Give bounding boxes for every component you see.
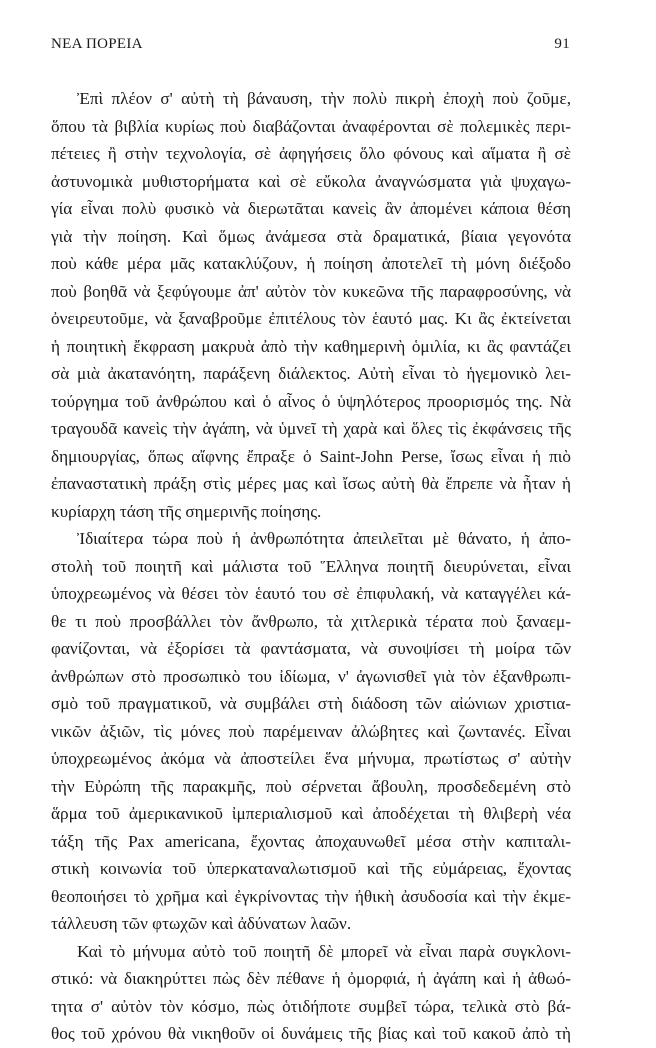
running-title: ΝΕΑ ΠΟΡΕΙΑ — [51, 36, 143, 52]
text-line: ἀνθρώπων στὸ προσωπικὸ του ἰδίωμα, ν' ἀγωνισθεῖ γιὰ τὸν ἐξανθρωπι- — [51, 666, 571, 686]
text-line: ὑποχρεωμένος ἀκόμα νὰ ἀποστείλει ἕνα μήνυμα, πρωτίστως σ' αὐτὴν — [51, 749, 571, 768]
text-line: τητα σ' αὐτὸν τὸν κόσμο, πὼς ὁτιδήποτε συμβεῖ τώρα, τελικὰ στὸ βά- — [51, 996, 571, 1016]
text-line: στικὴ κοινωνία τοῦ ὑπερκαταναλωτισμοῦ καὶ τῆς εὐμάρειας, ἔχοντας — [51, 859, 571, 878]
paragraph — [51, 938, 571, 1048]
text-line: ἀστυνομικὰ μυθιστορήματα καὶ σὲ εὔκολα ἀναγνώσματα γιὰ ψυχαγω- — [51, 171, 571, 191]
text-line: στολὴ τοῦ ποιητῆ καὶ μάλιστα τοῦ Ἕλληνα ποιητῆ διευρύνεται, εἶναι — [51, 556, 571, 576]
text-line: τραγουδᾶ κανεὶς τὴν ἀγάπη, νὰ ὑμνεῖ τὴ χαρὰ καὶ ὅλες τὶς ἐκφάνσεις τῆς — [51, 419, 571, 438]
text-line: τὴν Εὐρώπη τῆς παρακμῆς, ποὺ σέρνεται ἄβουλη, προσδεδεμένη στὸ — [51, 776, 571, 796]
text-line: φανίζονται, νὰ ἐξορίσει τὰ φαντάσματα, νὰ συνοψίσει τὴ μοίρα τῶν — [51, 639, 571, 658]
text-line: θος τοῦ χρόνου θὰ νικηθοῦν οἱ δυνάμεις τῆς βίας καὶ τοῦ κακοῦ ἀπὸ τὴ — [51, 1024, 571, 1043]
text-line: ποὺ βοηθᾶ νὰ ξεφύγουμε ἀπ' αὐτὸν τὸν κυκεῶνα τῆς παραφροσύνης, νὰ — [51, 281, 571, 301]
text-line: ποὺ κάθε μέρα μᾶς κατακλύζουν, ἡ ποίηση ἀποτελεῖ τὴ μόνη διέξοδο — [51, 254, 571, 273]
text-line: ἅρμα τοῦ ἀμερικανικοῦ ἰμπεριαλισμοῦ καὶ ἀποδέχεται τὴ θλιβερὴ νέα — [51, 804, 571, 823]
text-line: ὀνειρευτοῦμε, νὰ ξαναβροῦμε ἐπιτέλους τὸν ἑαυτό μας. Κι ἂς ἐκτείνεται — [51, 309, 571, 328]
text-line: θεοποιήσει τὸ χρῆμα καὶ ἐγκρίνοντας τὴν ἠθικὴ ἀσυδοσία καὶ τὴν ἐκμε- — [51, 886, 571, 906]
page-header — [51, 36, 570, 53]
text-line: δημιουργίας, ὅπως αἴφνης ἔπραξε ὁ Saint-John Perse, ἴσως εἶναι ἡ πιὸ — [51, 446, 571, 466]
text-line: τάλλευση τῶν φτωχῶν καὶ ἀδύνατων λαῶν. — [51, 914, 352, 933]
text-line: Καὶ τὸ μήνυμα αὐτὸ τοῦ ποιητῆ δὲ μπορεῖ νὰ εἶναι παρὰ συγκλονι- — [77, 941, 571, 961]
text-line: Ἰδιαίτερα τώρα ποὺ ἡ ἀνθρωπότητα ἀπειλεῖται μὲ θάνατο, ἡ ἀπο- — [77, 529, 571, 548]
text-line: Ἐπὶ πλέον σ' αὐτὴ τὴ βάναυση, τὴν πολὺ πικρὴ ἐποχὴ ποὺ ζοῦμε, — [77, 89, 571, 108]
text-line: σμὸ τοῦ πραγματικοῦ, νὰ συμβάλει στὴ διάδοση τῶν αἰώνιων χριστια- — [51, 694, 571, 713]
text-line: σὰ μιὰ ἀκατανόητη, παράξενη διάλεκτος. Αὐτὴ εἶναι τὸ ἡγεμονικὸ λει- — [51, 364, 571, 383]
text-line: πέτειες ἢ στὴν τεχνολογία, σὲ ἀφηγήσεις ὅλο φόνους καὶ αἵματα ἢ σὲ — [51, 144, 571, 163]
text-line: θε τι ποὺ προσβάλλει τὸν ἄνθρωπο, τὰ χιτλερικὰ τέρατα ποὺ ξαναεμ- — [51, 611, 571, 631]
text-line: στικό: νὰ διακηρύττει πὼς δὲν πέθανε ἡ ὀμορφιά, ἡ ἀγάπη καὶ ἡ ἀθωό- — [51, 969, 571, 988]
page-number: 91 — [554, 36, 570, 52]
body-text — [51, 85, 571, 1048]
text-line: γιὰ τὴν ποίηση. Καὶ ὅμως ἀνάμεσα στὰ δραματικά, βίαια γεγονότα — [51, 226, 571, 246]
text-line: τούργημα τοῦ ἀνθρώπου καὶ ὁ αἶνος ὁ ὑψηλότερος προορισμός της. Νὰ — [51, 391, 571, 411]
text-line: γία εἶναι πολὺ φυσικὸ νὰ διερωτᾶται κανεὶς ἂν ἀπομένει κάποια θέση — [51, 199, 571, 218]
paragraph — [51, 525, 571, 938]
text-line: κυρίαρχη τάση τῆς σημερινῆς ποίησης. — [51, 501, 322, 521]
text-line: ἡ ποιητικὴ ἔκφραση μακρυὰ ἀπὸ τὴν καθημερινὴ ὁμιλία, κι ἂς φαντάζει — [51, 336, 571, 356]
text-line: τάξη τῆς Pax americana, ἔχοντας ἀποχαυνωθεῖ μέσα στὴν καπιταλι- — [51, 831, 571, 851]
text-line: ἐπαναστατικὴ πράξη στὶς μέρες μας καὶ ἴσως αὐτὴ θὰ ἔπρεπε νὰ ἦταν ἡ — [51, 474, 571, 493]
text-line: νικῶν ἀξιῶν, τὶς μόνες ποὺ παρέμειναν ἀλώβητες καὶ ζωντανές. Εἶναι — [51, 721, 571, 741]
text-line: ὑποχρεωμένος νὰ θέσει τὸν ἑαυτό του σὲ ἐπιφυλακή, νὰ καταγγέλει κά- — [51, 584, 571, 603]
text-line: ὅπου τὰ βιβλία κυρίως ποὺ διαβάζονται ἀναφέρονται σὲ πολεμικὲς περι- — [51, 116, 571, 136]
paragraph — [51, 85, 571, 525]
